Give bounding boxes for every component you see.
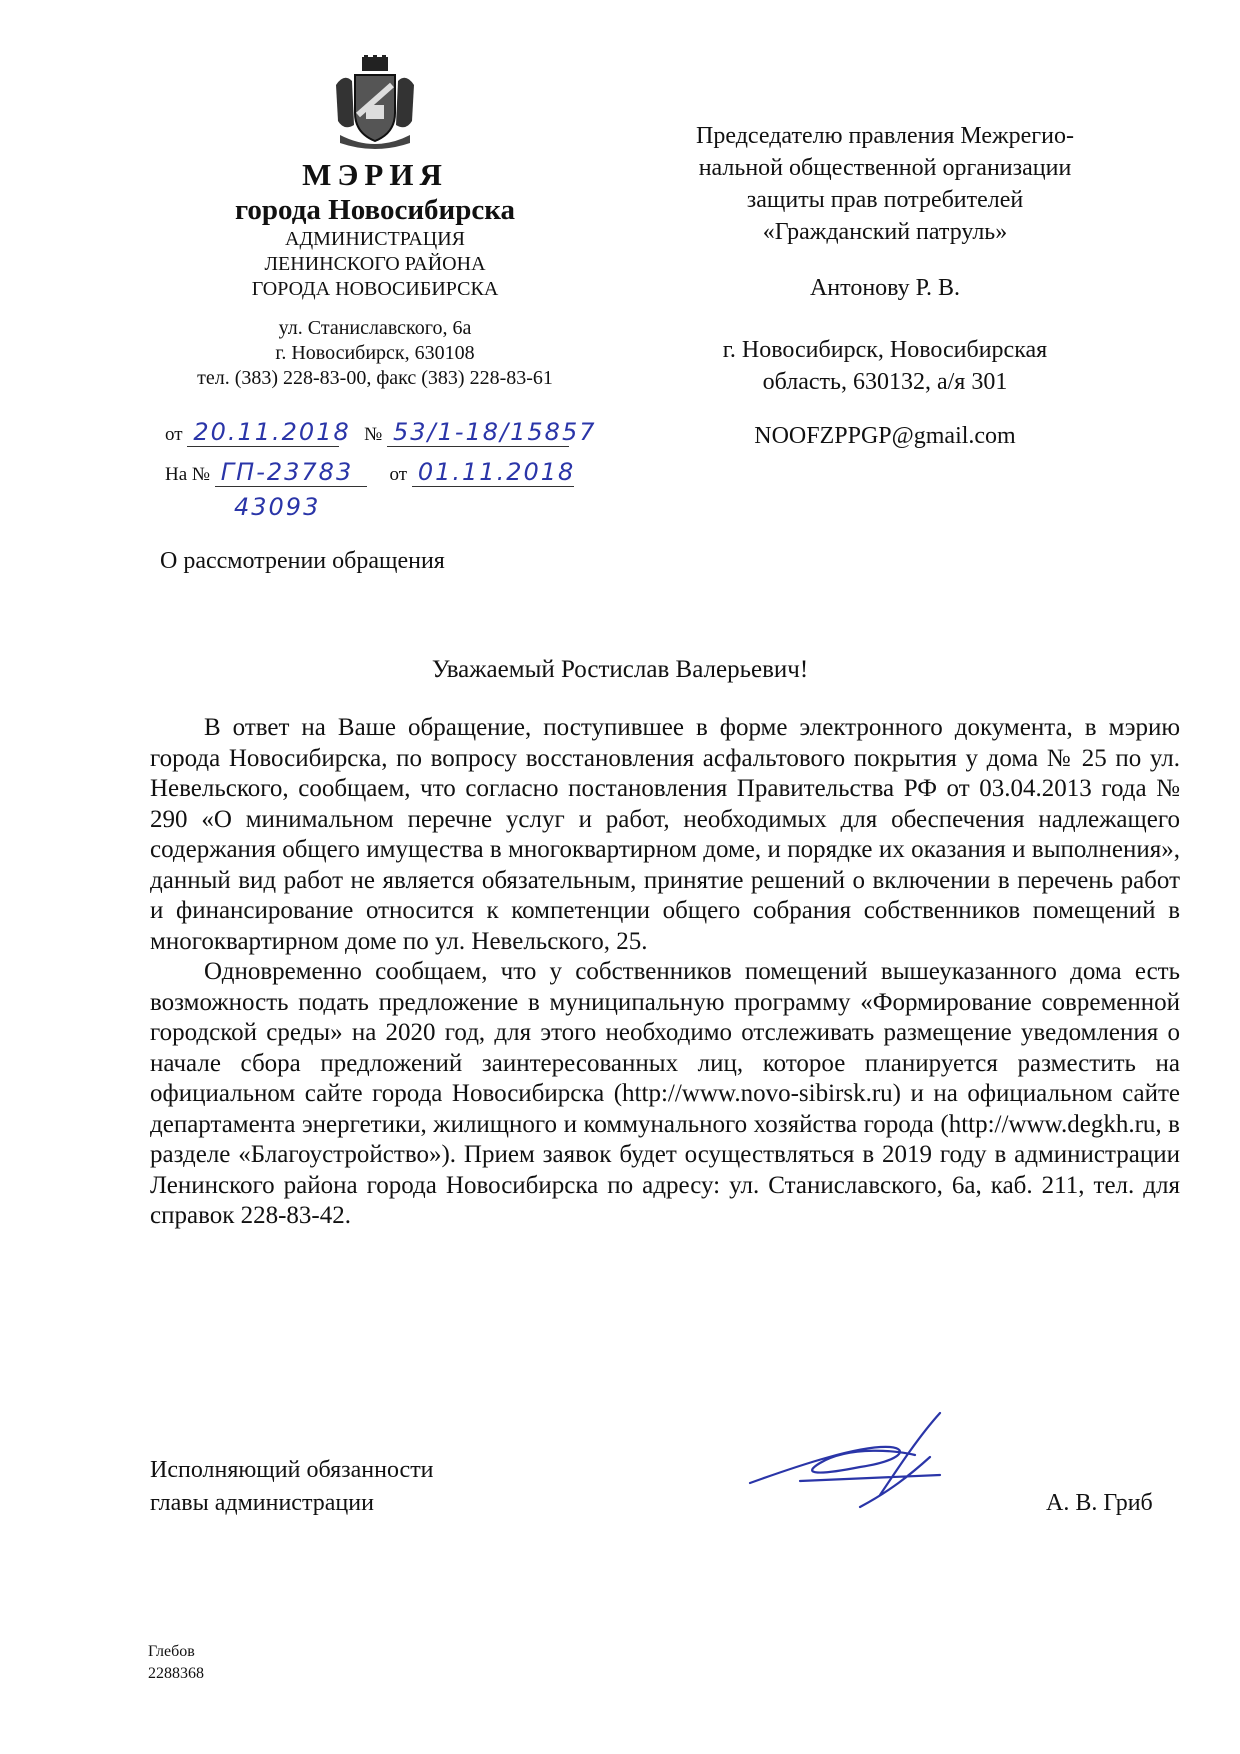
from-label: от xyxy=(165,424,183,445)
recipient-title-line: «Гражданский патруль» xyxy=(762,219,1008,245)
admin-line: ГОРОДА НОВОСИБИРСКА xyxy=(251,278,499,300)
reply-date: 01.11.2018 xyxy=(412,458,574,487)
admin-line: АДМИНИСТРАЦИЯ xyxy=(285,228,465,250)
org-name-line2: города Новосибирска xyxy=(234,194,516,226)
reply-number-extra: 43093 xyxy=(234,493,321,521)
reply-number-extra-line xyxy=(228,493,326,521)
recipient-address-line: г. Новосибирск, Новосибирская xyxy=(722,337,1048,363)
body-paragraph: Одновременно сообщаем, что у собственников помещений вышеуказанного дома есть возможность подать предложение в муниципальную программу «Формирование современной городской среды» на 2020 год, для этого необходимо отслеживать размещение уведомления о начале сбора предложений заинтересованных лиц, которое планируется разместить на официальном сайте города Новосибирска (http://www.novo-sibirsk.ru) и на официальном сайте департамента энергетики, жилищного и коммунального хозяйства города (http://www.degkh.ru, в разделе «Благоустройство»). Прием заявок будет осуществляться в 2019 году в администрации Ленинского района города Новосибирска по адресу: ул. Станиславского, 6а, каб. 211, тел. для справок 228-83-42. xyxy=(150,958,1180,1229)
admin-line: ЛЕНИНСКОГО РАЙОНА xyxy=(264,253,486,275)
reply-from-label: от xyxy=(389,464,408,485)
letter-body xyxy=(150,713,1180,1232)
recipient-block xyxy=(640,120,1130,452)
city-coat-of-arms-icon xyxy=(330,55,420,151)
recipient-title-line: защиты прав потребителей xyxy=(746,187,1024,213)
outgoing-number: 53/1-18/15857 xyxy=(387,418,569,447)
recipient-title-line: Председателю правления Межрегио- xyxy=(696,123,1074,149)
signer-name: А. В. Гриб xyxy=(1046,1490,1153,1516)
org-name-line1: МЭРИЯ xyxy=(302,157,448,192)
signer-position-line: главы администрации xyxy=(150,1490,374,1516)
reply-registration-line xyxy=(165,458,574,487)
reply-number-label: На № xyxy=(165,464,211,485)
performer-info xyxy=(148,1641,204,1685)
reply-number: ГП-23783 xyxy=(215,458,367,487)
outgoing-date: 20.11.2018 xyxy=(187,418,339,447)
sender-header xyxy=(140,55,610,391)
recipient-title-line: нальной общественной организации xyxy=(698,155,1072,181)
address-line: г. Новосибирск, 630108 xyxy=(275,342,475,364)
number-label: № xyxy=(364,424,383,445)
address-line: ул. Станиславского, 6а xyxy=(278,317,472,339)
recipient-address-line: область, 630132, а/я 301 xyxy=(762,369,1008,395)
registration-line xyxy=(165,418,597,447)
signer-position xyxy=(150,1454,434,1520)
salutation: Уважаемый Ростислав Валерьевич! xyxy=(431,656,809,683)
performer-name: Глебов xyxy=(148,1643,195,1660)
recipient-email: NOOFZPPGP@gmail.com xyxy=(754,423,1016,449)
handwritten-signature xyxy=(740,1395,980,1535)
letter-subject: О рассмотрении обращения xyxy=(160,548,445,574)
body-paragraph: В ответ на Ваше обращение, поступившее в форме электронного документа, в мэрию города Новосибирска, по вопросу восстановления асфальтового покрытия у дома № 25 по ул. Невельского, сообщаем, что согласно постановления Правительства РФ от 03.04.2013 года № 290 «О минимальном перечне услуг и работ, необходимых для обеспечения надлежащего содержания общего имущества в многоквартирном доме, и порядке их оказания и выполнения», данный вид работ не является обязательным, принятие решений о включении в перечень работ и финансирование относится к компетенции общего собрания собственников помещений в многоквартирном доме по ул. Невельского, 25. xyxy=(150,714,1180,955)
signer-position-line: Исполняющий обязанности xyxy=(150,1457,434,1483)
performer-phone: 2288368 xyxy=(148,1665,204,1682)
phone-fax-line: тел. (383) 228-83-00, факс (383) 228-83-61 xyxy=(197,367,553,389)
recipient-name: Антонову Р. В. xyxy=(809,275,961,301)
